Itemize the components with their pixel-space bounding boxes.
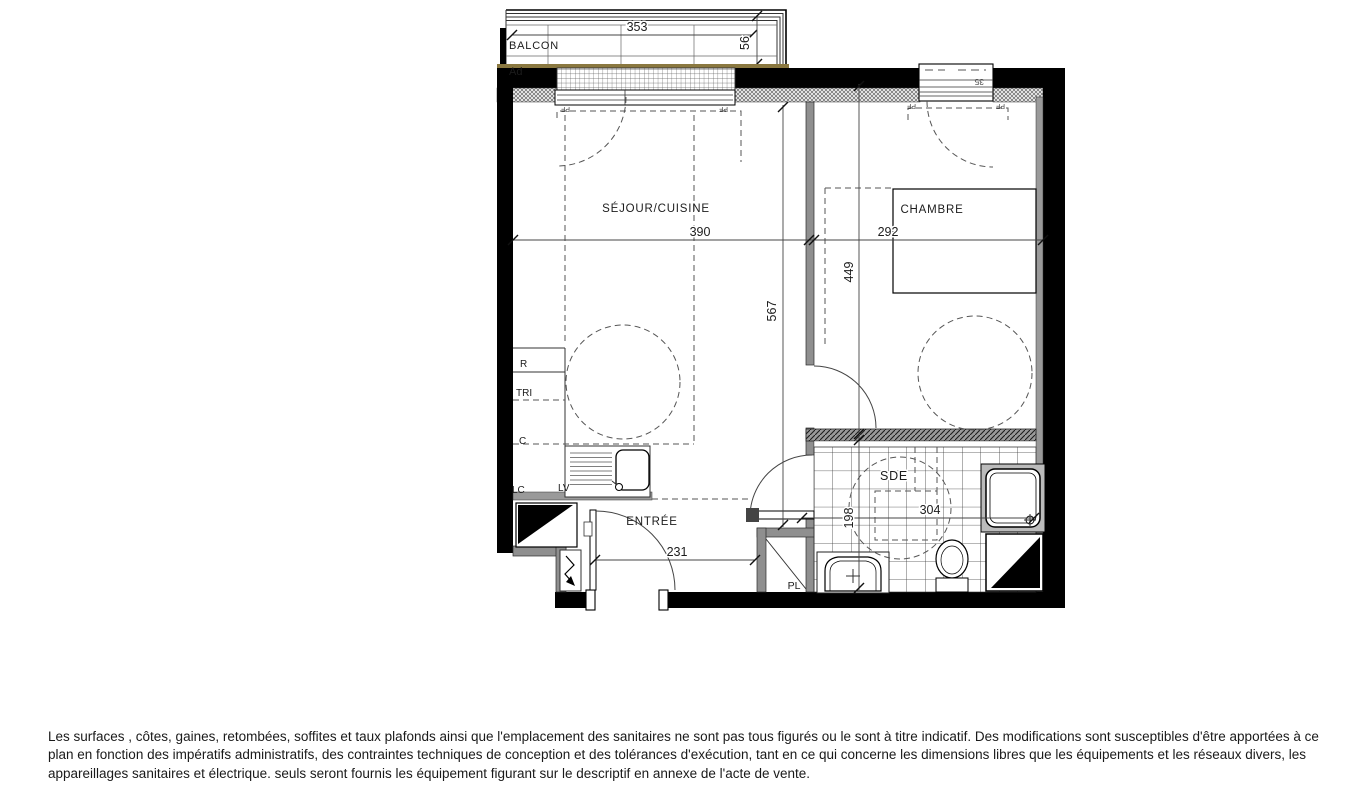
kitchen-unit — [513, 348, 650, 497]
pf-mark-2: PF — [719, 105, 728, 112]
right-wall — [1043, 68, 1065, 608]
pl-label: PL — [787, 580, 801, 592]
kitchen-label-r: R — [520, 359, 528, 370]
dim-sde-depth: 198 — [842, 507, 856, 529]
pf-mark-4: PF — [996, 102, 1005, 109]
entrance-opening — [586, 590, 668, 610]
sejour-chambre-wall — [806, 102, 814, 365]
sde-label: SDE — [879, 469, 909, 483]
balcon-note: Ad — [509, 66, 523, 78]
sde-door-hinge — [746, 508, 759, 522]
sde-north-wall — [806, 429, 1036, 441]
dim-chambre-window: 35 — [974, 77, 984, 87]
sde-door-swing — [750, 455, 812, 517]
small-shaft — [560, 550, 581, 591]
dim-sde-width: 304 — [919, 503, 941, 517]
kitchen-label-lc: LC — [512, 485, 525, 496]
pf-mark-1: PF — [561, 105, 570, 112]
balcony-edge-accent — [497, 64, 789, 68]
turning-circle-chambre — [918, 316, 1032, 430]
dim-chambre-depth: 449 — [842, 261, 856, 283]
dim-balcon-width: 353 — [626, 20, 648, 34]
kitchen-label-lv: LV — [558, 483, 570, 494]
kitchen-label-c: C — [519, 436, 527, 447]
sejour-label: SÉJOUR/CUISINE — [602, 203, 710, 215]
left-wall — [497, 84, 513, 553]
balcon-label: BALCON — [509, 40, 560, 52]
balcony-post — [500, 28, 506, 68]
plan-texts — [509, 20, 1005, 592]
pl-west-wall — [757, 528, 766, 592]
chambre-door-swing — [814, 366, 876, 428]
turning-circle-sejour — [566, 325, 680, 439]
dim-chambre-width: 292 — [877, 225, 899, 239]
dim-sejour-depth: 567 — [765, 300, 779, 322]
pf-mark-3: PF — [907, 102, 916, 109]
kitchen-label-tri: TRI — [516, 388, 533, 399]
entree-label: ENTRÉE — [626, 516, 678, 528]
dim-sejour-width: 390 — [689, 225, 711, 239]
disclaimer-text: Les surfaces , côtes, gaines, retombées, soffites et taux plafonds ainsi que l'emplacement des sanitaires ne sont pas tous figurés ou le sont à titre indicatif. Des modifications sont susceptibles d'être apportées à ce plan en fonction des impératifs administratifs, des contraintes techniques de conception et des tolérances d'exécution, tant en ce qui concerne les dimensions libres que les équipements et les réseaux divers, les appareillages sanitaires et électrique. seuls seront fournis les équipement figurant sur le descriptif en annexe de l'acte de vente. — [48, 729, 1319, 781]
dim-balcon-depth: 56 — [738, 36, 752, 50]
chambre-label: CHAMBRE — [900, 204, 964, 216]
sejour-window — [555, 68, 735, 105]
chambre-window-swing — [927, 101, 993, 167]
dim-entree-width: 231 — [666, 545, 688, 559]
